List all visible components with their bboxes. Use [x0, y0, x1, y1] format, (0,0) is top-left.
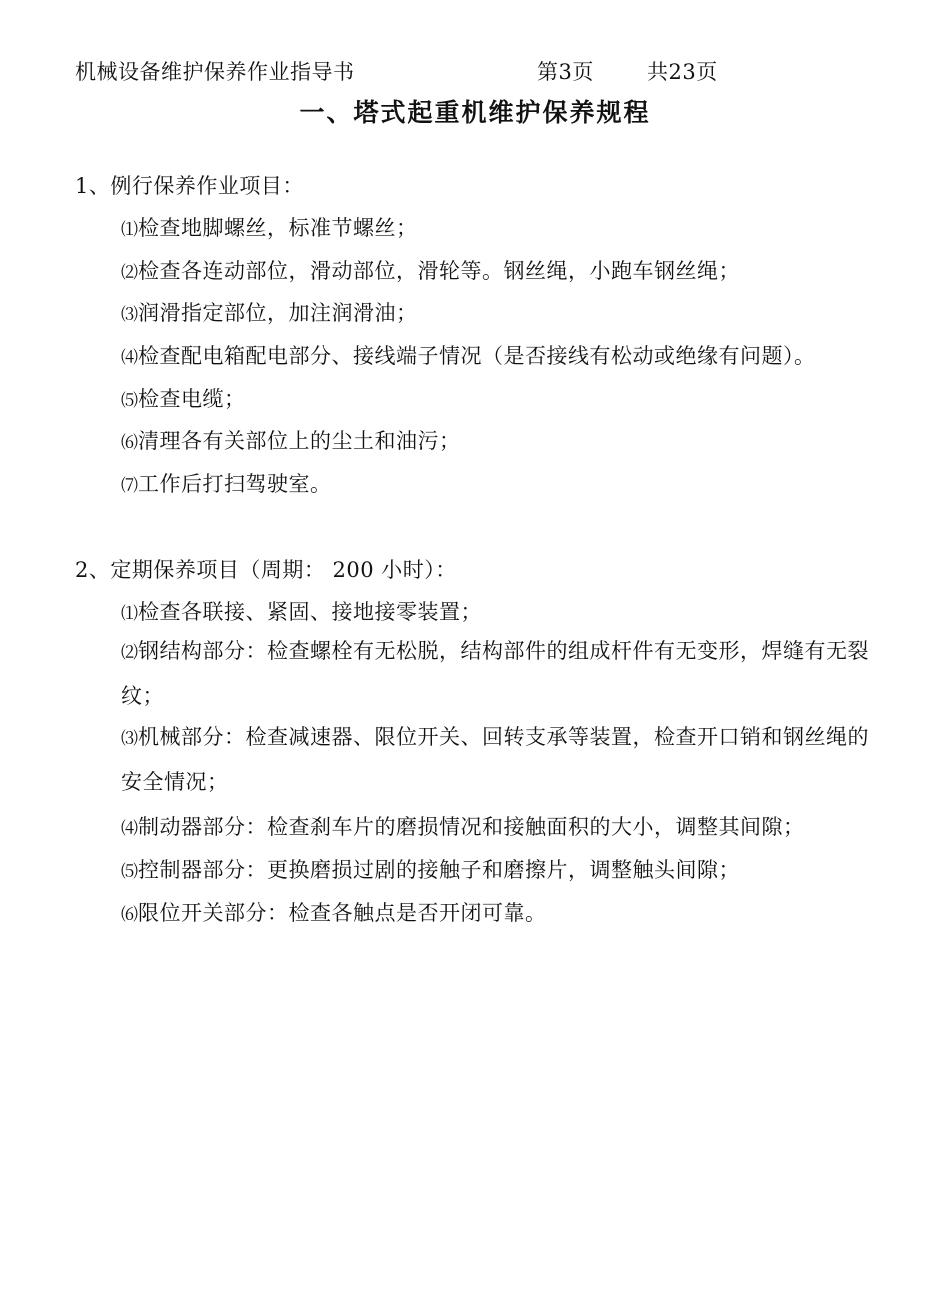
list-item: ⑸控制器部分：更换磨损过剧的接触子和磨擦片，调整触头间隙；	[121, 858, 740, 882]
section-heading-periodic: 2、定期保养项目（周期： 200 小时）：	[75, 558, 457, 582]
section-heading-routine: 1、例行保养作业项目：	[75, 174, 304, 198]
list-item: ⑹清理各有关部位上的尘土和油污；	[121, 429, 461, 453]
list-item: ⑶润滑指定部位，加注润滑油；	[121, 301, 418, 325]
section-title: 一、塔式起重机维护保养规程	[299, 98, 651, 127]
page-number: 第3页	[537, 60, 594, 84]
list-item: ⑴检查各联接、紧固、接地接零装置；	[121, 600, 482, 624]
list-item: ⑵钢结构部分：检查螺栓有无松脱，结构部件的组成杆件有无变形，焊缝有无裂纹；	[121, 639, 869, 708]
list-item: ⑺工作后打扫驾驶室。	[121, 472, 332, 496]
list-item: ⑴检查地脚螺丝，标准节螺丝；	[121, 216, 418, 240]
list-item: ⑸检查电缆；	[121, 387, 246, 411]
list-item: ⑵检查各连动部位，滑动部位，滑轮等。钢丝绳，小跑车钢丝绳；	[121, 259, 740, 283]
document-title: 机械设备维护保养作业指导书	[75, 60, 355, 84]
list-item: ⑹限位开关部分：检查各触点是否开闭可靠。	[121, 901, 547, 925]
list-item: ⑷检查配电箱配电部分、接线端子情况（是否接线有松动或绝缘有问题）。	[121, 344, 816, 368]
page-total: 共23页	[647, 60, 718, 84]
list-item: ⑷制动器部分：检查刹车片的磨损情况和接触面积的大小，调整其间隙；	[121, 815, 805, 839]
list-item: ⑶机械部分：检查减速器、限位开关、回转支承等装置，检查开口销和钢丝绳的安全情况；	[121, 725, 869, 794]
